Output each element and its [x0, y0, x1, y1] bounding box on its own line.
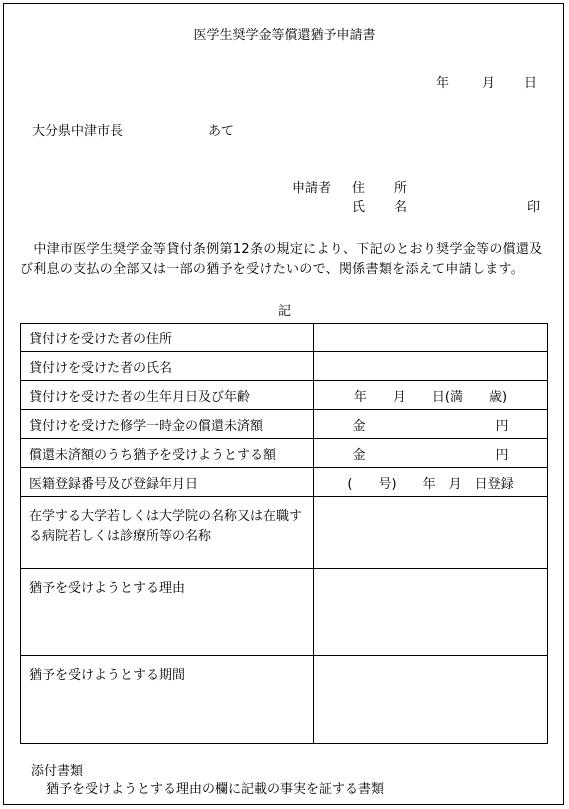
row-label-registration: 医籍登録番号及び登録年月日 — [21, 468, 314, 497]
name-label-a: 氏 — [352, 200, 366, 215]
row-value-deferral-amount[interactable]: 金 円 — [314, 439, 548, 468]
table-row — [21, 497, 548, 569]
row-value-institution[interactable] — [314, 497, 548, 569]
row-label-birthdate: 貸付けを受けた者の生年月日及び年齢 — [21, 381, 314, 410]
address-label-a: 住 — [352, 181, 366, 196]
application-form-table — [20, 323, 548, 744]
date-day: 日 — [524, 76, 538, 91]
row-label-institution: 在学する大学若しくは大学院の名称又は在職する病院若しくは診療所等の名称 — [21, 497, 314, 569]
table-row — [21, 410, 548, 439]
date-month: 月 — [482, 76, 496, 91]
document-title: 医学生奨学金等償還猶予申請書 — [193, 28, 376, 43]
name-label-b: 名 — [394, 200, 408, 215]
row-label-name: 貸付けを受けた者の氏名 — [21, 352, 314, 381]
row-label-deferral-amount: 償還未済額のうち猶予を受けようとする額 — [21, 439, 314, 468]
row-value-address[interactable] — [314, 324, 548, 352]
addressee-suffix: あて — [208, 124, 235, 139]
table-row — [21, 468, 548, 497]
table-row — [21, 381, 548, 410]
applicant-label: 申請者 — [292, 181, 332, 196]
row-label-period: 猶予を受けようとする期間 — [21, 656, 314, 744]
row-label-outstanding: 貸付けを受けた修学一時金の償還未済額 — [21, 410, 314, 439]
table-row — [21, 439, 548, 468]
row-value-registration[interactable]: ( 号) 年 月 日登録 — [314, 468, 548, 497]
table-row — [21, 324, 548, 352]
row-value-name[interactable] — [314, 352, 548, 381]
row-label-reason: 猶予を受けようとする理由 — [21, 569, 314, 656]
seal-mark: 印 — [527, 200, 541, 215]
attachments-item: 猶予を受けようとする理由の欄に記載の事実を証する書類 — [46, 782, 385, 797]
row-value-birthdate[interactable]: 年 月 日(満 歳) — [314, 381, 548, 410]
attachments-heading: 添付書類 — [31, 764, 84, 779]
date-year: 年 — [436, 76, 450, 91]
addressee-name: 大分県中津市長 — [32, 124, 124, 139]
table-row — [21, 352, 548, 381]
row-value-outstanding[interactable]: 金 円 — [314, 410, 548, 439]
request-statement-text: 中津市医学生奨学金等貸付条例第12条の規定により、下記のとおり奨学金等の償還及び利息の支払の全部又は一部の猶予を受けたいので、関係書類を添えて申請します。 — [20, 242, 543, 277]
request-statement — [20, 240, 550, 280]
row-value-period[interactable] — [314, 656, 548, 744]
table-row — [21, 656, 548, 744]
table-row — [21, 569, 548, 656]
address-label-b: 所 — [394, 181, 408, 196]
row-value-reason[interactable] — [314, 569, 548, 656]
ki-heading: 記 — [277, 304, 291, 319]
row-label-address: 貸付けを受けた者の住所 — [21, 324, 314, 352]
